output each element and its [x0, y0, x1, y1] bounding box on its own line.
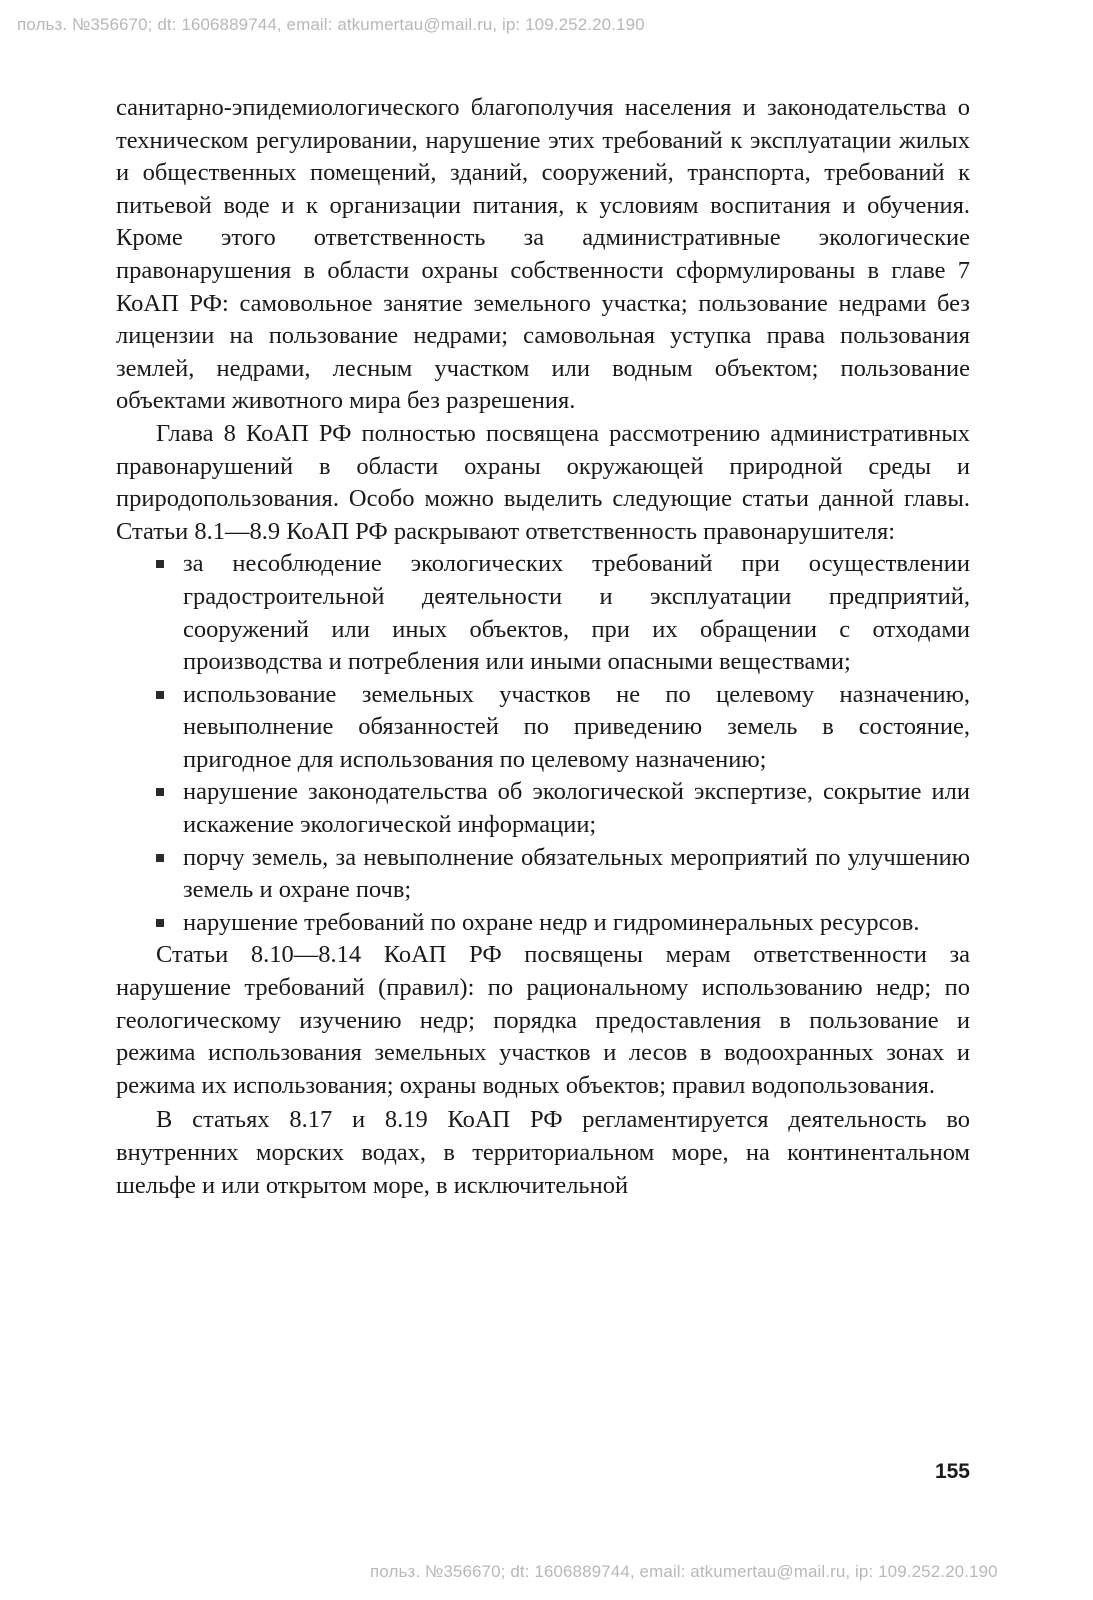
paragraph-1: санитарно-эпидемиологического благополучия населения и законодательства о техническом регулировании, нарушение этих требований к эксплуатации жилых и общественных помещений, зданий, сооружений, транспорта, требований к питьевой воде и к организации питания, к условиям воспитания и обучения. Кроме этого ответственность за административные экологические правонарушения в области охраны собственности сформулированы в главе 7 КоАП РФ: самовольное занятие земельного участка; пользование недрами без лицензии на пользование недрами; самовольная уступка права пользования землей, недрами, лесным участком или водным объектом; пользование объектами животного мира без разрешения.	[116, 94, 970, 415]
bullet-square-icon	[156, 919, 164, 927]
paragraph-4: В статьях 8.17 и 8.19 КоАП РФ регламентируется деятельность во внутренних морских водах, в территориальном море, на континентальном шельфе и или открытом море, в исключительной	[116, 1106, 970, 1199]
list-item-text: нарушение законодательства об экологической экспертизе, сокрытие или искажение экологической информации;	[183, 778, 970, 839]
paragraph-3: Статьи 8.10—8.14 КоАП РФ посвящены мерам ответственности за нарушение требований (правил): по рациональному использованию недр; по геологическому изучению недр; порядка предоставления в пользование и режима использования земельных участков и лесов в водоохранных зонах и режима их использования; охраны водных объектов; правил водопользования.	[116, 941, 970, 1099]
list-item-text: порчу земель, за невыполнение обязательных мероприятий по улучшению земель и охране почв;	[183, 843, 970, 904]
bullet-list	[116, 548, 970, 939]
watermark-bottom: польз. №356670; dt: 1606889744, email: atkumertau@mail.ru, ip: 109.252.20.190	[370, 1562, 998, 1581]
bullet-square-icon	[156, 560, 164, 568]
list-item-text: использование земельных участков не по целевому назначению, невыполнение обязанностей по приведению земель в состояние, пригодное для использования по целевому назначению;	[183, 680, 970, 773]
page-body	[116, 92, 970, 1202]
list-item	[183, 679, 970, 777]
list-item-text: нарушение требований по охране недр и гидроминеральных ресурсов.	[183, 908, 920, 936]
list-item-text: за несоблюдение экологических требований при осуществлении градостроительной деятельности и эксплуатации предприятий, сооружений или иных объектов, при их обращении с отходами производства и потребления или иными опасными веществами;	[183, 550, 970, 676]
list-item	[183, 907, 970, 940]
list-item	[183, 776, 970, 841]
paragraph-2: Глава 8 КоАП РФ полностью посвящена рассмотрению административных правонарушений в области охраны окружающей природной среды и природопользования. Особо можно выделить следующие статьи данной главы. Статьи 8.1—8.9 КоАП РФ раскрывают ответственность правонарушителя:	[116, 419, 970, 545]
list-item	[183, 842, 970, 907]
bullet-square-icon	[156, 854, 164, 862]
list-item	[183, 548, 970, 678]
page-number: 155	[934, 1460, 970, 1483]
watermark-top: польз. №356670; dt: 1606889744, email: atkumertau@mail.ru, ip: 109.252.20.190	[17, 15, 645, 34]
bullet-square-icon	[156, 691, 164, 699]
bullet-square-icon	[156, 788, 164, 796]
